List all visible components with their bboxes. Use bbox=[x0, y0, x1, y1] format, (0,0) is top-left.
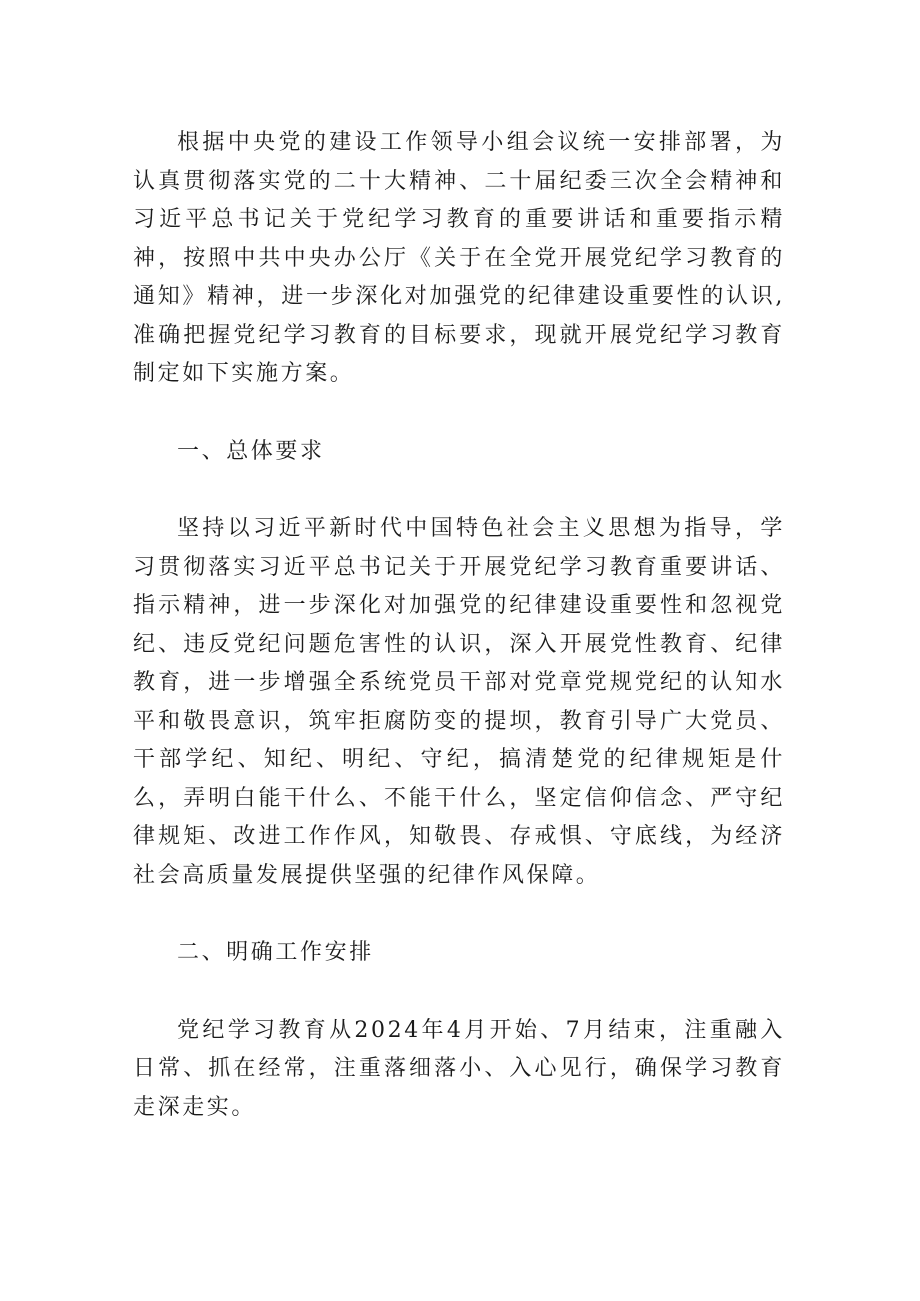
overall-requirements-paragraph: 坚持以习近平新时代中国特色社会主义思想为指导，学习贯彻落实习近平总书记关于开展党纪学习教育重要讲话、指示精神，进一步深化对加强党的纪律建设重要性和忽视党纪、违反党纪问题危害性的认识，深入开展党性教育、纪律教育，进一步增强全系统党员干部对党章党规党纪的认知水平和敬畏意识，筑牢拒腐防变的提坝，教育引导广大党员、干部学纪、知纪、明纪、守纪，搞清楚党的纪律规矩是什么，弄明白能干什么、不能干什么，坚定信仰信念、严守纪律规矩、改进工作作风，知敬畏、存戒惧、守底线，为经济社会高质量发展提供坚强的纪律作风保障。 bbox=[133, 516, 785, 888]
paragraph-gap bbox=[133, 895, 785, 934]
paragraph-gap bbox=[133, 471, 785, 510]
paragraph-gap bbox=[133, 973, 785, 1012]
document-body bbox=[133, 124, 785, 1127]
section-heading-overall-requirements: 一、总体要求 bbox=[177, 438, 325, 464]
paragraph-gap bbox=[133, 394, 785, 433]
work-arrangement-paragraph: 党纪学习教育从2024年4月开始、7月结束，注重融入日常、抓在经常，注重落细落小、入心见行，确保学习教育走深走实。 bbox=[133, 1017, 785, 1120]
intro-paragraph: 根据中央党的建设工作领导小组会议统一安排部署，为认真贯彻落实党的二十大精神、二十届纪委三次全会精神和习近平总书记关于党纪学习教育的重要讲话和重要指示精神，按照中共中央办公厅《关于在全党开展党纪学习教育的通知》精神，进一步深化对加强党的纪律建设重要性的认识,准确把握党纪学习教育的目标要求，现就开展党纪学习教育制定如下实施方案。 bbox=[133, 130, 785, 386]
section-heading-work-arrangement: 二、明确工作安排 bbox=[177, 940, 374, 965]
